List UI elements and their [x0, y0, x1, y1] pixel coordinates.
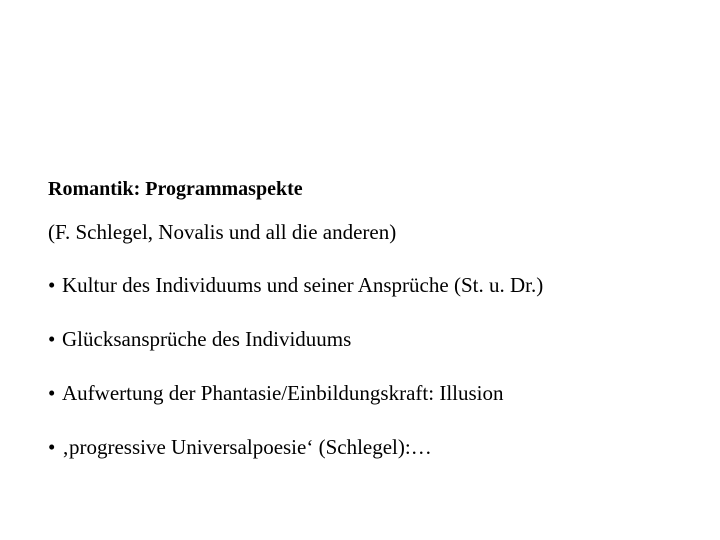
- slide-content: [48, 176, 708, 461]
- bullet-marker: •: [48, 435, 56, 459]
- bullet-item: [48, 379, 708, 407]
- bullet-text: Aufwertung der Phantasie/Einbildungskraft: Illusion: [62, 381, 504, 405]
- bullet-text: Kultur des Individuums und seiner Ansprüche (St. u. Dr.): [62, 273, 544, 297]
- bullet-text: Glücksansprüche des Individuums: [62, 327, 352, 351]
- bullet-item: [48, 325, 708, 353]
- bullet-list: [48, 271, 708, 461]
- bullet-text: ‚progressive Universalpoesie‘ (Schlegel):…: [62, 435, 432, 459]
- bullet-marker: •: [48, 381, 56, 405]
- slide-subtitle: (F. Schlegel, Novalis und all die anderen): [48, 220, 397, 244]
- bullet-marker: •: [48, 273, 56, 297]
- bullet-item: [48, 271, 708, 299]
- bullet-item: [48, 433, 708, 461]
- slide-heading: Romantik: Programmaspekte: [48, 178, 303, 200]
- bullet-marker: •: [48, 327, 56, 351]
